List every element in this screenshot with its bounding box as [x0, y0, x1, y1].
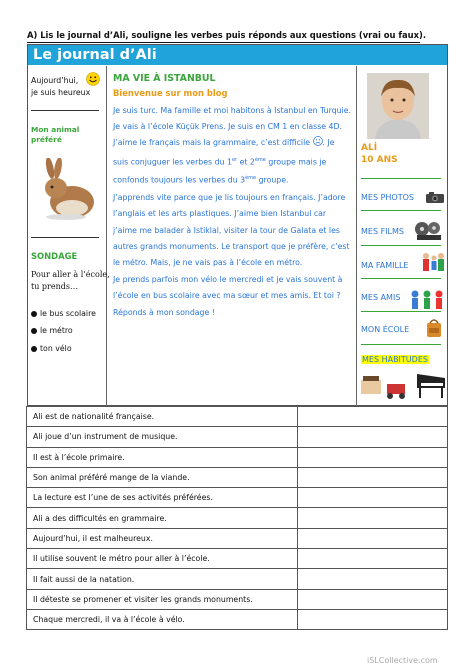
smiley-sad-icon — [313, 136, 323, 146]
boy-photo-icon — [367, 73, 429, 139]
question-text: Il déteste se promener et visiter les grands monuments. — [27, 589, 298, 609]
question-row — [27, 589, 448, 609]
question-text: Il est à l’école primaire. — [27, 447, 298, 467]
schoolbag-icon — [425, 318, 443, 338]
right-column-divider — [356, 66, 357, 406]
link-friends[interactable]: MES AMIS — [361, 293, 401, 302]
blog-paragraph-1: Je suis turc. Ma famille et moi habitons à Istanbul en Turquie. Je vais à l’école Küçük Prens. Je suis en CM 1 en classe 4D. J’aime le français mais la grammaire, c’est difficile . Je suis conjuguer les verbes du 1er et 2ème groupe mais je confonds toujours les verbes du 3ème groupe. — [113, 106, 351, 185]
right-rule-2 — [361, 210, 441, 211]
profile-name: ALİ — [361, 143, 378, 153]
left-separator-1 — [31, 110, 99, 111]
question-row — [27, 407, 448, 427]
radio-icon[interactable] — [31, 311, 37, 317]
link-school[interactable]: MON ÉCOLE — [361, 325, 410, 334]
answer-cell[interactable] — [298, 447, 448, 467]
right-rule-3 — [361, 245, 441, 246]
answer-cell[interactable] — [298, 427, 448, 447]
question-text: Ali joue d’un instrument de musique. — [27, 427, 298, 447]
answer-cell[interactable] — [298, 508, 448, 528]
mood-line-1: Aujourd’hui, — [31, 76, 79, 85]
answer-cell[interactable] — [298, 467, 448, 487]
question-row — [27, 609, 448, 629]
blog-subheading: Bienvenue sur mon blog — [113, 88, 228, 98]
question-text: Aujourd’hui, il est malheureux. — [27, 528, 298, 548]
right-rule-5 — [361, 311, 441, 312]
question-text: Ali est de nationalité française. — [27, 407, 298, 427]
radio-icon[interactable] — [31, 346, 37, 352]
habits-icon — [359, 366, 449, 400]
instruction-text: A) Lis le journal d’Ali, souligne les verbes puis réponds aux questions (vrai ou faux). — [27, 30, 427, 40]
right-rule-6 — [361, 344, 441, 345]
link-family[interactable]: MA FAMILLE — [361, 261, 409, 270]
smiley-happy-icon — [86, 72, 100, 86]
journal-title: Le journal d’Ali — [33, 47, 157, 63]
question-row — [27, 447, 448, 467]
answer-cell[interactable] — [298, 609, 448, 629]
answer-cell[interactable] — [298, 528, 448, 548]
film-reel-icon — [413, 220, 443, 242]
left-column-divider — [106, 66, 107, 406]
link-habits[interactable]: MES HABITUDES — [362, 355, 428, 364]
left-separator-2 — [31, 237, 99, 238]
survey-option-bike[interactable]: ton vélo — [31, 344, 72, 354]
survey-title: SONDAGE — [31, 251, 78, 261]
camera-icon — [425, 191, 445, 204]
question-text: Il utilise souvent le métro pour aller à l’école. — [27, 549, 298, 569]
profile-age: 10 ANS — [361, 155, 398, 165]
answer-cell[interactable] — [298, 589, 448, 609]
survey-option-bus[interactable]: le bus scolaire — [31, 309, 96, 319]
link-films[interactable]: MES FILMS — [361, 227, 404, 236]
question-text: Ali a des difficultés en grammaire. — [27, 508, 298, 528]
question-row — [27, 528, 448, 548]
answer-cell[interactable] — [298, 569, 448, 589]
blog-heading: MA VIE À ISTANBUL — [113, 73, 216, 84]
question-row — [27, 427, 448, 447]
question-row — [27, 488, 448, 508]
question-text: Son animal préféré mange de la viande. — [27, 467, 298, 487]
question-row — [27, 467, 448, 487]
right-rule-1 — [361, 178, 441, 179]
pet-title-line-1: Mon animal — [31, 125, 80, 134]
blog-body — [113, 103, 351, 322]
blog-paragraph-2: J’apprends vite parce que je lis toujours en français. J’adore l’anglais et les arts plastiques. J’aime bien Istanbul car j’aime me balader à Istiklal, visiter la tour de Galata et les autres grands monuments. Le transport que je préfère, c’est le métro. Mais, je ne vais pas à l’école en métro. — [113, 193, 350, 268]
pet-title-line-2: préféré — [31, 135, 62, 144]
mood-line-2: je suis heureux — [31, 88, 91, 97]
survey-question-line-2: tu prends… — [31, 282, 78, 291]
answer-cell[interactable] — [298, 407, 448, 427]
instruction-underline — [27, 42, 420, 43]
question-row — [27, 549, 448, 569]
question-row — [27, 569, 448, 589]
answer-cell[interactable] — [298, 488, 448, 508]
blog-paragraph-3: Je prends parfois mon vélo le mercredi et je vais souvent à l’école en bus scolaire avec ma sœur et mes amis. Et toi ? Réponds à mon sondage ! — [113, 275, 343, 317]
answer-cell[interactable] — [298, 549, 448, 569]
question-row — [27, 508, 448, 528]
question-text: La lecture est l’une de ses activités préférées. — [27, 488, 298, 508]
rabbit-icon — [36, 158, 98, 222]
family-icon — [420, 251, 446, 277]
friends-icon — [409, 289, 447, 311]
survey-question-line-1: Pour aller à l’école, — [31, 270, 110, 279]
footer-watermark: iSLCollective.com — [367, 656, 438, 665]
questions-table — [26, 406, 448, 630]
question-text: Chaque mercredi, il va à l’école à vélo. — [27, 609, 298, 629]
survey-option-metro[interactable]: le métro — [31, 326, 73, 336]
radio-icon[interactable] — [31, 328, 37, 334]
link-photos[interactable]: MES PHOTOS — [361, 193, 414, 202]
right-rule-4 — [361, 278, 441, 279]
question-text: Il fait aussi de la natation. — [27, 569, 298, 589]
